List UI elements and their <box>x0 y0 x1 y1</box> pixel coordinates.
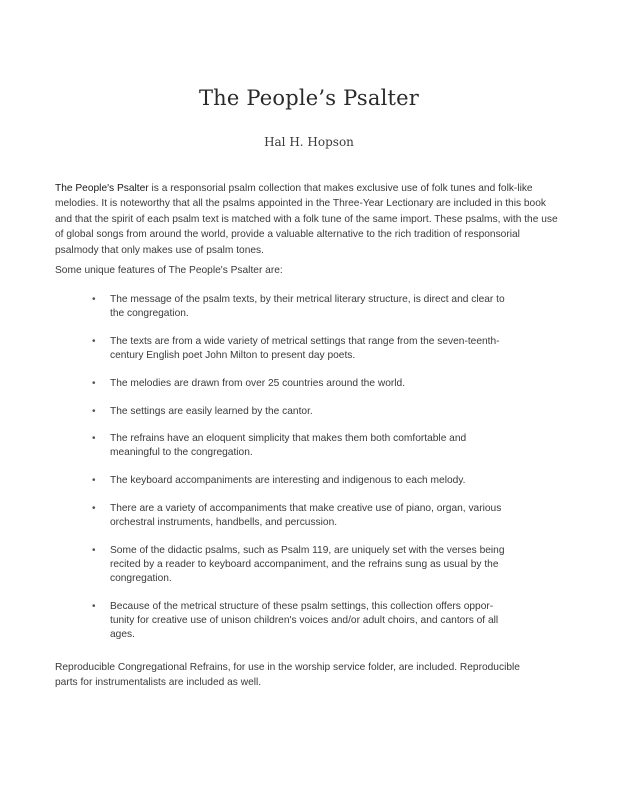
closing-paragraph: Reproducible Congregational Refrains, for use in the worship service folder, are included. Reproducible parts for instrumentalists are included as well. <box>55 662 520 689</box>
list-item <box>0 544 510 587</box>
bullet-icon: • <box>92 335 96 347</box>
intro-book-name: The People's Psalter <box>55 183 149 194</box>
list-item <box>0 502 510 530</box>
bullet-icon: • <box>92 600 96 612</box>
intro-paragraph <box>55 181 565 258</box>
features-intro-prefix: Some unique features of <box>55 265 169 276</box>
list-item-text: There are a variety of accompaniments that make creative use of piano, organ, various orchestral instruments, handbells, and percussion. <box>110 502 502 529</box>
bullet-icon: • <box>92 294 96 305</box>
list-item <box>0 377 510 391</box>
features-intro <box>55 263 565 278</box>
bullet-icon: • <box>92 502 96 514</box>
list-item-text: The refrains have an eloquent simplicity that makes them both comfortable and meaningful to the congregation. <box>110 433 467 459</box>
features-intro-suffix: are: <box>262 265 283 276</box>
author-name: Hal H. Hopson <box>264 135 354 149</box>
list-item-text: The texts are from a wide variety of metrical settings that range from the seven-teenth-century English poet John Milton to present day poets. <box>110 335 500 362</box>
features-intro-book-name: The People's Psalter <box>168 265 263 276</box>
list-item-text: Some of the didactic psalms, such as Psalm 119, are uniquely set with the verses being recited by a reader to keyboard accompaniment, and the refrains sung as usual by the congregation. <box>110 544 505 585</box>
features-list <box>0 293 618 656</box>
intro-text: is a responsorial psalm collection that makes exclusive use of folk tunes and folk-like melodies. It is noteworthy that all the psalms appointed in the Three-Year Lectionary are included in this book and that the spirit of each psalm text is matched with a folk tune of the same import. These psalms, with the use of global songs from around the world, provide a valuable alternative to the rich tradition of responsorial psalmody that only makes use of psalm tones. <box>55 183 558 256</box>
list-item-text: Because of the metrical structure of these psalm settings, this collection offers oppor-tunity for creative use of unison children's voices and/or adult choirs, and cantors of all ages. <box>110 600 499 641</box>
list-item <box>0 474 510 488</box>
bullet-icon: • <box>92 377 96 389</box>
list-item <box>0 405 510 419</box>
list-item <box>0 600 510 643</box>
page-title: The People’s Psalter <box>198 86 420 110</box>
bullet-icon: • <box>92 475 96 487</box>
list-item <box>0 293 510 321</box>
bullet-icon: • <box>92 544 96 556</box>
list-item-text: The keyboard accompaniments are interesting and indigenous to each melody. <box>110 475 466 487</box>
list-item <box>0 432 510 460</box>
list-item-text: The melodies are drawn from over 25 countries around the world. <box>110 377 406 389</box>
bullet-icon: • <box>92 433 96 445</box>
bullet-icon: • <box>92 405 96 417</box>
list-item <box>0 335 510 363</box>
list-item-text: The message of the psalm texts, by their metrical literary structure, is direct and clear to the congregation. <box>110 294 505 320</box>
list-item-text: The settings are easily learned by the cantor. <box>110 405 313 417</box>
